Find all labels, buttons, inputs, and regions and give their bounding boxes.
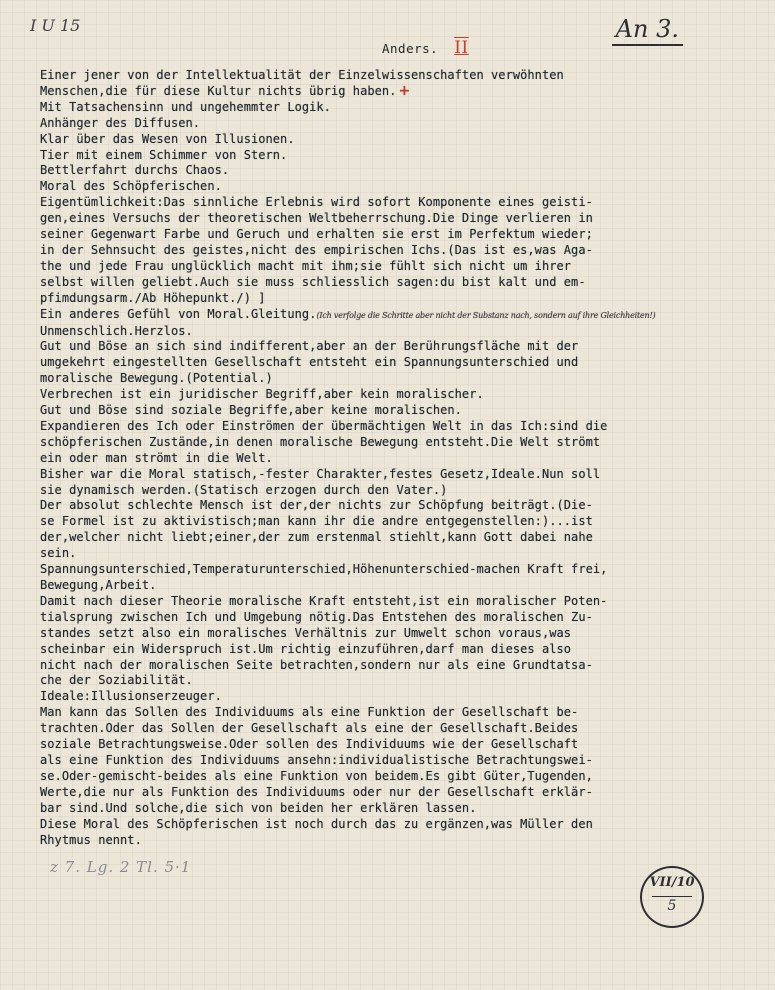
stamp-divider [652,896,692,897]
text-line: seiner Gegenwart Farbe und Geruch und erhalten sie erst im Perfektum wieder; [40,227,593,242]
text-line: trachten.Oder das Sollen der Gesellschaft als eine der Gesellschaft.Beides [40,721,579,736]
text-line: Moral des Schöpferischen. [40,179,222,194]
text-line: Damit nach dieser Theorie moralische Kraft entsteht,ist ein moralischer Poten- [40,593,608,608]
text-line: sein. [40,546,77,561]
typed-body-text [40,68,740,848]
archive-stamp [640,866,704,928]
sheet-number: An 3. [612,14,683,46]
text-line: Bettlerfahrt durchs Chaos. [40,163,230,178]
handwritten-note: (Ich verfolge die Schritte aber nicht der Substanz nach, sondern auf ihre Gleichheiten!) [316,310,656,320]
text-line: in der Sehnsucht des geistes,nicht des empirischen Ichs.(Das ist es,was Aga- [40,242,593,257]
text-line: Diese Moral des Schöpferischen ist noch durch das zu ergänzen,was Müller den [40,816,593,831]
text-line: Verbrechen ist ein juridischer Begriff,aber kein moralischer. [40,387,484,402]
text-line: scheinbar ein Widerspruch ist.Um richtig einzuführen,darf man dieses also [40,641,572,656]
text-line: che der Soziabilität. [40,673,193,688]
text-line: der,welcher nicht liebt;einer,der zum erstenmal stiehlt,kann Gott dabei nahe [40,530,593,545]
text-line: Expandieren des Ich oder Einströmen der übermächtigen Welt in das Ich:sind die [40,418,608,433]
text-line: standes setzt also ein moralisches Verhältnis zur Umwelt schon voraus,was [40,625,572,640]
text-line: Eigentümlichkeit:Das sinnliche Erlebnis wird sofort Komponente eines geisti- [40,195,593,210]
text-line: sie dynamisch werden.(Statisch erzogen durch den Vater.) [40,482,448,497]
text-line: Man kann das Sollen des Individuums als eine Funktion der Gesellschaft be- [40,705,579,720]
text-line: Anhänger des Diffusen. [40,115,201,130]
text-line: pfimdungsarm./Ab Höhepunkt./) [40,290,251,305]
text-line: Gut und Böse sind soziale Begriffe,aber keine moralischen. [40,403,462,418]
text-line: schöpferischen Zustände,in denen moralische Bewegung entsteht.Die Welt strömt [40,434,601,449]
stamp-page-number: 5 [667,898,677,914]
text-line: Einer jener von der Intellektualität der Einzelwissenschaften verwöhnten [40,68,564,82]
page-title: Anders. [382,41,439,56]
text-line: Ideale:Illusionserzeuger. [40,689,222,704]
roman-numeral-mark: II [454,38,469,58]
text-line: Rhytmus nennt. [40,832,142,847]
title-line [382,38,469,58]
text-line: se.Oder-gemischt-beides als eine Funktion von beidem.Es gibt Güter,Tugenden, [40,768,593,783]
text-line: Spannungsunterschied,Temperaturunterschied,Höhenunterschied-machen Kraft frei, [40,562,608,577]
text-line: bar sind.Und solche,die sich von beiden her erklären lassen. [40,800,477,815]
text-line: Mit Tatsachensinn und ungehemmter Logik. [40,99,331,114]
text-line: selbst willen geliebt.Auch sie muss schliesslich sagen:du bist kalt und em- [40,274,586,289]
text-line: Klar über das Wesen von Illusionen. [40,131,295,146]
text-line-with-mark [40,84,740,100]
text-line: als eine Funktion des Individuums ansehn:individualistische Betrachtungswei- [40,752,593,767]
stamp-folder-number: VII/10 [649,875,695,890]
text-line: Tier mit einem Schimmer von Stern. [40,147,288,162]
text-line: umgekehrt eingestellten Gesellschaft entsteht ein Spannungsunterschied und [40,355,579,370]
text-line: tialsprung zwischen Ich und Umgebung nötig.Das Entstehen des moralischen Zu- [40,609,593,624]
red-plus-mark: + [398,82,411,99]
text-line: Unmenschlich.Herzlos. [40,323,193,338]
text-line: soziale Betrachtungsweise.Oder sollen des Individuums wie der Gesellschaft [40,737,579,752]
text-line-with-note [40,307,740,324]
corner-archive-mark: I U 15 [30,16,81,35]
text-line: Werte,die nur als Funktion des Individuums oder nur der Gesellschaft erklär- [40,784,593,799]
text-line: ein oder man strömt in die Welt. [40,450,273,465]
text-line: Der absolut schlechte Mensch ist der,der nichts zur Schöpfung beiträgt.(Die- [40,498,593,513]
text-line: moralische Bewegung.(Potential.) [40,371,273,386]
text-line: Bewegung,Arbeit. [40,578,157,592]
text-line: Ein anderes Gefühl von Moral.Gleitung. [40,306,317,321]
text-line: Bisher war die Moral statisch,-fester Charakter,festes Gesetz,Ideale.Nun soll [40,466,601,481]
text-line: gen,eines Versuchs der theoretischen Weltbeherrschung.Die Dinge verlieren in [40,211,593,226]
text-line-with-mark [40,291,740,307]
archive-reference: z 7. Lg. 2 Tl. 5·1 [50,858,192,876]
text-line: the und jede Frau unglücklich macht mit ihm;sie fühlt sich nicht um ihrer [40,258,572,273]
text-line: Gut und Böse an sich sind indifferent,aber an der Berührungsfläche mit der [40,339,579,354]
text-line: Menschen,die für diese Kultur nichts übrig haben. [40,83,397,98]
text-line: se Formel ist zu aktivistisch;man kann ihr die andre entgegenstellen:)...ist [40,514,593,529]
text-line: nicht nach der moralischen Seite betrachten,sondern nur als eine Grundtatsa- [40,657,593,672]
bracket-mark: ] [258,290,266,305]
